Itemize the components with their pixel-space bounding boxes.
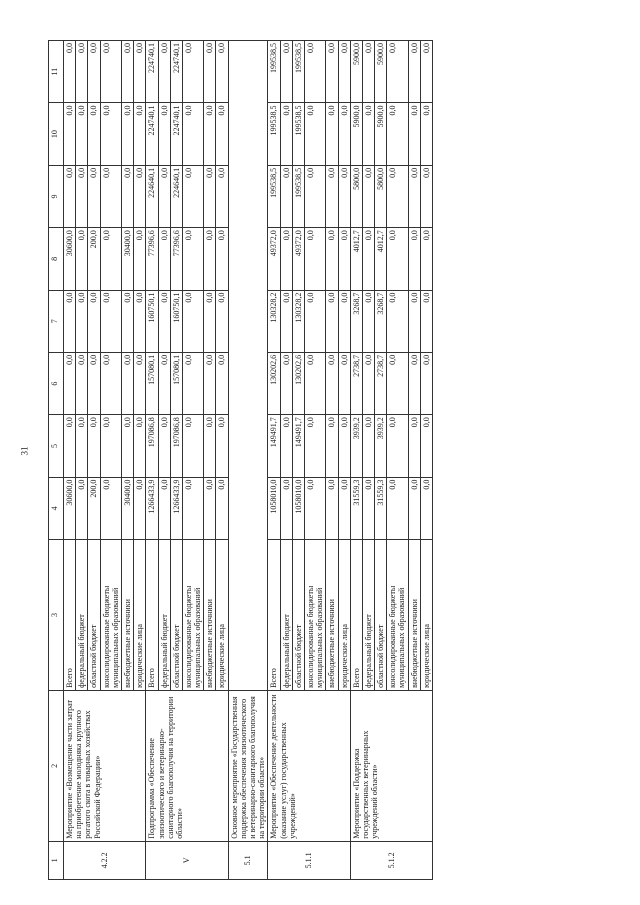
funding-source: юридические лица — [134, 540, 146, 691]
value-cell: 0,0 — [182, 165, 203, 227]
value-cell: 0,0 — [76, 165, 88, 227]
funding-source: консолидированные бюджеты муниципальных образований — [182, 540, 203, 691]
value-cell: 0,0 — [326, 41, 338, 103]
value-cell: 0,0 — [280, 290, 292, 352]
value-cell: 0,0 — [408, 290, 420, 352]
value-cell: 0,0 — [158, 165, 170, 227]
value-cell: 0,0 — [158, 415, 170, 477]
value-cell: 0,0 — [121, 415, 133, 477]
value-cell: 0,0 — [280, 477, 292, 539]
value-cell: 199538,5 — [268, 165, 280, 227]
value-cell: 1058010,0 — [268, 477, 280, 539]
value-cell: 0,0 — [64, 290, 76, 352]
value-cell: 0,0 — [338, 165, 350, 227]
value-cell: 160750,1 — [170, 290, 182, 352]
header-cell: 5 — [49, 415, 64, 477]
value-cell: 0,0 — [326, 103, 338, 165]
value-cell: 0,0 — [76, 477, 88, 539]
value-cell: 0,0 — [216, 352, 228, 414]
funding-source: внебюджетные источники — [204, 540, 216, 691]
header-cell: 4 — [49, 477, 64, 539]
value-cell: 49372,0 — [292, 228, 304, 290]
value-cell: 3268,7 — [350, 290, 362, 352]
value-cell: 0,0 — [100, 165, 121, 227]
value-cell: 157080,1 — [146, 352, 158, 414]
value-cell: 0,0 — [182, 352, 203, 414]
funding-source: Всего — [268, 540, 280, 691]
value-cell: 0,0 — [216, 228, 228, 290]
funding-source: внебюджетные источники — [121, 540, 133, 691]
funding-source: федеральный бюджет — [76, 540, 88, 691]
value-cell: 0,0 — [121, 352, 133, 414]
funding-source: федеральный бюджет — [280, 540, 292, 691]
value-cell: 130328,2 — [292, 290, 304, 352]
value-cell: 0,0 — [158, 290, 170, 352]
header-row — [49, 41, 64, 880]
value-cell: 0,0 — [121, 103, 133, 165]
value-cell: 0,0 — [280, 165, 292, 227]
value-cell: 0,0 — [134, 290, 146, 352]
funding-source: Всего — [146, 540, 158, 691]
value-cell: 149491,7 — [268, 415, 280, 477]
value-cell: 0,0 — [204, 477, 216, 539]
funding-source: внебюджетные источники — [326, 540, 338, 691]
value-cell: 0,0 — [204, 415, 216, 477]
row-title: Подпрограмма «Обеспечение эпизоотического и ветеринарно-санитарного благополучия на территории области» — [146, 690, 228, 841]
value-cell: 0,0 — [362, 103, 374, 165]
value-cell: 0,0 — [387, 41, 408, 103]
value-cell: 0,0 — [182, 228, 203, 290]
value-cell: 0,0 — [182, 415, 203, 477]
header-cell: 1 — [49, 841, 64, 879]
row-code: 5.1.1 — [268, 841, 350, 879]
value-cell: 0,0 — [134, 103, 146, 165]
row-title: Мероприятие «Поддержка государственных ветеринарных учреждений области» — [350, 690, 432, 841]
value-cell: 0,0 — [338, 290, 350, 352]
value-cell: 0,0 — [280, 103, 292, 165]
value-cell: 224740,1 — [170, 41, 182, 103]
value-cell: 0,0 — [326, 352, 338, 414]
header-cell: 6 — [49, 352, 64, 414]
value-cell: 31559,3 — [375, 477, 387, 539]
value-cell: 224640,1 — [146, 165, 158, 227]
value-cell: 0,0 — [326, 228, 338, 290]
value-cell: 0,0 — [76, 41, 88, 103]
value-cell: 0,0 — [387, 103, 408, 165]
value-cell: 0,0 — [88, 103, 100, 165]
value-cell: 0,0 — [387, 352, 408, 414]
row-code: 5.1 — [228, 841, 268, 879]
value-cell: 0,0 — [420, 165, 432, 227]
value-cell: 0,0 — [64, 41, 76, 103]
value-cell: 0,0 — [304, 415, 325, 477]
value-cell: 5900,0 — [375, 103, 387, 165]
value-cell: 224740,1 — [146, 41, 158, 103]
value-cell: 197086,8 — [170, 415, 182, 477]
value-cell: 0,0 — [326, 165, 338, 227]
value-cell: 0,0 — [304, 352, 325, 414]
value-cell: 199538,5 — [268, 103, 280, 165]
table-row — [146, 41, 158, 880]
value-cell: 3939,2 — [350, 415, 362, 477]
value-cell: 0,0 — [76, 290, 88, 352]
funding-source: областной бюджет — [292, 540, 304, 691]
value-cell: 0,0 — [100, 352, 121, 414]
value-cell: 0,0 — [64, 352, 76, 414]
funding-source: консолидированные бюджеты муниципальных образований — [304, 540, 325, 691]
value-cell: 4012,7 — [350, 228, 362, 290]
value-cell: 0,0 — [182, 290, 203, 352]
value-cell: 0,0 — [216, 290, 228, 352]
value-cell: 0,0 — [88, 41, 100, 103]
value-cell: 0,0 — [182, 477, 203, 539]
empty-cell — [228, 41, 268, 691]
value-cell: 0,0 — [216, 103, 228, 165]
value-cell: 0,0 — [134, 165, 146, 227]
value-cell: 0,0 — [408, 228, 420, 290]
header-cell: 3 — [49, 540, 64, 691]
value-cell: 0,0 — [158, 103, 170, 165]
value-cell: 0,0 — [338, 352, 350, 414]
value-cell: 31559,3 — [350, 477, 362, 539]
value-cell: 0,0 — [121, 41, 133, 103]
value-cell: 0,0 — [134, 477, 146, 539]
value-cell: 30400,0 — [121, 228, 133, 290]
value-cell: 0,0 — [121, 290, 133, 352]
value-cell: 1266433,9 — [146, 477, 158, 539]
value-cell: 0,0 — [387, 165, 408, 227]
value-cell: 0,0 — [100, 41, 121, 103]
value-cell: 5900,0 — [350, 103, 362, 165]
value-cell: 2738,7 — [375, 352, 387, 414]
value-cell: 0,0 — [304, 103, 325, 165]
value-cell: 0,0 — [362, 415, 374, 477]
header-cell: 11 — [49, 41, 64, 103]
value-cell: 0,0 — [420, 352, 432, 414]
value-cell: 0,0 — [204, 352, 216, 414]
value-cell: 30600,0 — [64, 477, 76, 539]
value-cell: 0,0 — [134, 415, 146, 477]
value-cell: 224640,1 — [170, 165, 182, 227]
value-cell: 5900,0 — [350, 41, 362, 103]
value-cell: 0,0 — [280, 352, 292, 414]
rotated-page — [48, 40, 640, 880]
value-cell: 160750,1 — [146, 290, 158, 352]
header-cell: 7 — [49, 290, 64, 352]
value-cell: 130202,6 — [268, 352, 280, 414]
budget-table — [48, 40, 433, 880]
funding-source: юридические лица — [216, 540, 228, 691]
value-cell: 4012,7 — [375, 228, 387, 290]
value-cell: 0,0 — [408, 41, 420, 103]
value-cell: 3939,2 — [375, 415, 387, 477]
value-cell: 0,0 — [326, 290, 338, 352]
funding-source: юридические лица — [338, 540, 350, 691]
value-cell: 0,0 — [100, 290, 121, 352]
value-cell: 0,0 — [100, 415, 121, 477]
value-cell: 130328,2 — [268, 290, 280, 352]
value-cell: 0,0 — [304, 290, 325, 352]
value-cell: 0,0 — [362, 41, 374, 103]
value-cell: 199538,5 — [292, 41, 304, 103]
value-cell: 0,0 — [338, 41, 350, 103]
row-code: V — [146, 841, 228, 879]
value-cell: 0,0 — [216, 41, 228, 103]
value-cell: 0,0 — [134, 41, 146, 103]
funding-source: областной бюджет — [170, 540, 182, 691]
value-cell: 0,0 — [408, 477, 420, 539]
value-cell: 0,0 — [76, 103, 88, 165]
value-cell: 1058010,0 — [292, 477, 304, 539]
value-cell: 0,0 — [304, 165, 325, 227]
value-cell: 49372,0 — [268, 228, 280, 290]
value-cell: 0,0 — [304, 477, 325, 539]
value-cell: 0,0 — [121, 165, 133, 227]
value-cell: 130202,6 — [292, 352, 304, 414]
value-cell: 0,0 — [76, 415, 88, 477]
value-cell: 0,0 — [387, 290, 408, 352]
value-cell: 77396,6 — [146, 228, 158, 290]
value-cell: 0,0 — [362, 290, 374, 352]
row-title: Основное мероприятие «Государственная поддержка обеспечения эпизоотического и ветеринарно-санитарного благополучия на территории области» — [228, 690, 268, 841]
value-cell: 0,0 — [420, 228, 432, 290]
value-cell: 0,0 — [216, 415, 228, 477]
value-cell: 0,0 — [134, 228, 146, 290]
value-cell: 0,0 — [362, 352, 374, 414]
value-cell: 0,0 — [88, 165, 100, 227]
funding-source: федеральный бюджет — [362, 540, 374, 691]
value-cell: 0,0 — [387, 477, 408, 539]
value-cell: 0,0 — [216, 477, 228, 539]
value-cell: 0,0 — [362, 477, 374, 539]
header-cell: 9 — [49, 165, 64, 227]
value-cell: 0,0 — [204, 41, 216, 103]
row-title: Мероприятие «Возмещение части затрат на приобретение молодняка крупного рогатого скота в товарных хозяйствах Российской Федерации» — [64, 690, 146, 841]
value-cell: 77396,6 — [170, 228, 182, 290]
table-row — [350, 41, 362, 880]
value-cell: 0,0 — [158, 477, 170, 539]
value-cell: 224740,1 — [146, 103, 158, 165]
value-cell: 0,0 — [64, 415, 76, 477]
value-cell: 0,0 — [326, 477, 338, 539]
value-cell: 0,0 — [204, 228, 216, 290]
funding-source: Всего — [350, 540, 362, 691]
row-title: Мероприятие «Обеспечение деятельности (оказание услуг) государственных учреждений» — [268, 690, 350, 841]
value-cell: 0,0 — [64, 103, 76, 165]
value-cell: 0,0 — [88, 415, 100, 477]
value-cell: 30400,0 — [121, 477, 133, 539]
value-cell: 0,0 — [326, 415, 338, 477]
value-cell: 0,0 — [64, 165, 76, 227]
value-cell: 0,0 — [338, 477, 350, 539]
value-cell: 0,0 — [420, 41, 432, 103]
value-cell: 0,0 — [100, 228, 121, 290]
value-cell: 0,0 — [304, 41, 325, 103]
value-cell: 0,0 — [408, 352, 420, 414]
value-cell: 0,0 — [387, 415, 408, 477]
value-cell: 5800,0 — [375, 165, 387, 227]
value-cell: 0,0 — [408, 103, 420, 165]
funding-source: консолидированные бюджеты муниципальных образований — [387, 540, 408, 691]
funding-source: юридические лица — [420, 540, 432, 691]
funding-source: внебюджетные источники — [408, 540, 420, 691]
table-row — [64, 41, 76, 880]
value-cell: 5800,0 — [350, 165, 362, 227]
value-cell: 0,0 — [362, 165, 374, 227]
value-cell: 149491,7 — [292, 415, 304, 477]
value-cell: 0,0 — [88, 352, 100, 414]
value-cell: 0,0 — [182, 103, 203, 165]
value-cell: 0,0 — [338, 228, 350, 290]
value-cell: 0,0 — [408, 165, 420, 227]
value-cell: 199538,5 — [268, 41, 280, 103]
value-cell: 30600,0 — [64, 228, 76, 290]
value-cell: 0,0 — [100, 103, 121, 165]
value-cell: 197086,8 — [146, 415, 158, 477]
value-cell: 0,0 — [420, 290, 432, 352]
value-cell: 1266433,9 — [170, 477, 182, 539]
value-cell: 0,0 — [76, 228, 88, 290]
page-number: 31 — [19, 446, 30, 456]
table-row — [228, 41, 268, 880]
value-cell: 0,0 — [408, 415, 420, 477]
value-cell: 0,0 — [338, 415, 350, 477]
value-cell: 0,0 — [158, 228, 170, 290]
table-row — [268, 41, 280, 880]
value-cell: 0,0 — [362, 228, 374, 290]
value-cell: 0,0 — [204, 103, 216, 165]
funding-source: федеральный бюджет — [158, 540, 170, 691]
funding-source: областной бюджет — [88, 540, 100, 691]
value-cell: 0,0 — [280, 228, 292, 290]
header-cell: 8 — [49, 228, 64, 290]
row-code: 4.2.2 — [64, 841, 146, 879]
value-cell: 224740,1 — [170, 103, 182, 165]
value-cell: 0,0 — [182, 41, 203, 103]
value-cell: 0,0 — [280, 41, 292, 103]
funding-source: Всего — [64, 540, 76, 691]
value-cell: 200,0 — [88, 477, 100, 539]
value-cell: 0,0 — [338, 103, 350, 165]
value-cell: 0,0 — [158, 41, 170, 103]
value-cell: 157080,1 — [170, 352, 182, 414]
funding-source: консолидированные бюджеты муниципальных образований — [100, 540, 121, 691]
header-cell: 10 — [49, 103, 64, 165]
value-cell: 199538,5 — [292, 103, 304, 165]
value-cell: 0,0 — [420, 103, 432, 165]
value-cell: 0,0 — [76, 352, 88, 414]
value-cell: 0,0 — [304, 228, 325, 290]
value-cell: 0,0 — [216, 165, 228, 227]
value-cell: 2738,7 — [350, 352, 362, 414]
value-cell: 0,0 — [420, 477, 432, 539]
value-cell: 0,0 — [158, 352, 170, 414]
value-cell: 0,0 — [280, 415, 292, 477]
value-cell: 199538,5 — [292, 165, 304, 227]
value-cell: 200,0 — [88, 228, 100, 290]
value-cell: 3268,7 — [375, 290, 387, 352]
value-cell: 0,0 — [204, 290, 216, 352]
value-cell: 0,0 — [387, 228, 408, 290]
header-cell: 2 — [49, 690, 64, 841]
value-cell: 0,0 — [420, 415, 432, 477]
row-code: 5.1.2 — [350, 841, 432, 879]
value-cell: 5900,0 — [375, 41, 387, 103]
value-cell: 0,0 — [134, 352, 146, 414]
funding-source: областной бюджет — [375, 540, 387, 691]
value-cell: 0,0 — [100, 477, 121, 539]
value-cell: 0,0 — [88, 290, 100, 352]
value-cell: 0,0 — [204, 165, 216, 227]
